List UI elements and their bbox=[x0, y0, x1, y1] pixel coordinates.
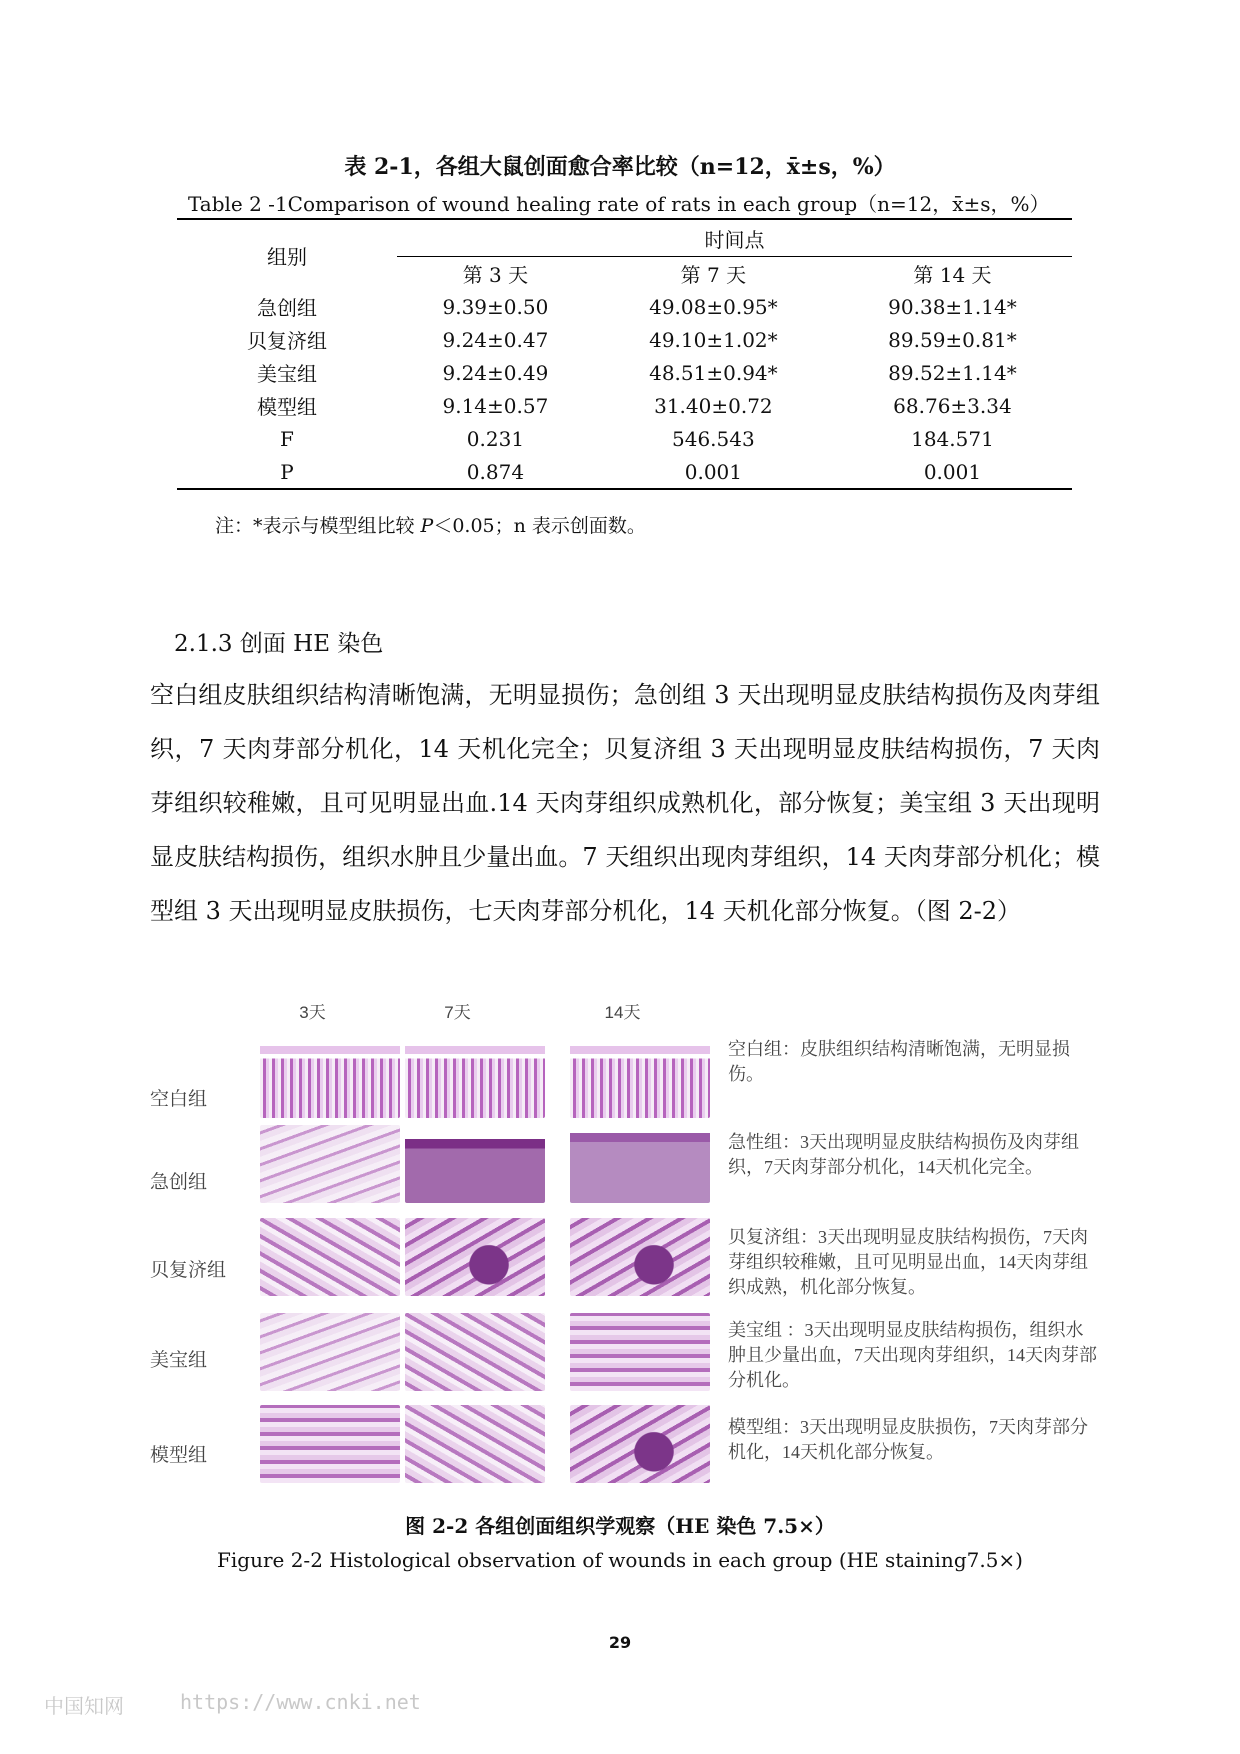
table-row bbox=[177, 323, 1072, 356]
table-caption-en: Table 2 -1Comparison of wound healing rate of rats in each group（n=12，x̄±s，%） bbox=[188, 192, 1050, 216]
row-label: 模型组 bbox=[257, 395, 317, 419]
table-cell: 89.59±0.81* bbox=[888, 327, 1017, 352]
histology-image bbox=[570, 1405, 710, 1483]
figure-row-label: 美宝组 bbox=[150, 1350, 208, 1371]
table-cell: 89.52±1.14* bbox=[888, 360, 1017, 385]
figure-row-label: 急创组 bbox=[150, 1172, 208, 1193]
figure-row-description: 贝复济组：3天出现明显皮肤结构损伤，7天肉芽组织较稚嫩，且可见明显出血，14天肉芽组织成熟，机化部分恢复。 bbox=[728, 1227, 1088, 1297]
histology-image bbox=[260, 1313, 400, 1391]
table-caption-cn: 表 2-1，各组大鼠创面愈合率比较（n=12，x̄±s，%） bbox=[344, 154, 896, 180]
column-header: 第 7 天 bbox=[680, 263, 747, 287]
histology-image bbox=[570, 1218, 710, 1296]
table-cell: 184.571 bbox=[911, 426, 994, 451]
note-text: ＜0.05；n 表示创面数。 bbox=[433, 515, 646, 537]
table-row bbox=[177, 290, 1072, 323]
figure-column-header: 7天 bbox=[444, 1003, 471, 1022]
figure-row-label: 模型组 bbox=[150, 1445, 208, 1466]
table-cell: 0.001 bbox=[833, 455, 1072, 489]
table-cell: 0.874 bbox=[397, 455, 594, 489]
table-row bbox=[177, 422, 1072, 455]
histology-image bbox=[405, 1125, 545, 1203]
results-table bbox=[177, 218, 1072, 490]
table-row bbox=[177, 455, 1072, 489]
figure-row-description: 模型组：3天出现明显皮肤损伤，7天肉芽部分机化，14天机化部分恢复。 bbox=[728, 1417, 1088, 1462]
table-cell: 9.39±0.50 bbox=[442, 294, 549, 319]
histology-image bbox=[260, 1218, 400, 1296]
table-cell: 9.24±0.49 bbox=[442, 360, 549, 385]
section-heading: 2.1.3 创面 HE 染色 bbox=[174, 631, 384, 657]
body-paragraph: 空白组皮肤组织结构清晰饱满，无明显损伤；急创组 3 天出现明显皮肤结构损伤及肉芽组织，7 天肉芽部分机化，14 天机化完全；贝复济组 3 天出现明显皮肤结构损伤，7 天肉芽组织较稚嫩，且可见明显出血.14 天肉芽组织成熟机化，部分恢复；美宝组 3 天出现明显皮肤结构损伤，组织水肿且少量出血。7 天组织出现肉芽组织，14 天肉芽部分机化；模型组 3 天出现明显皮肤损伤，七天肉芽部分机化，14 天机化部分恢复。（图 2-2） bbox=[150, 681, 1100, 925]
figure-column-header: 3天 bbox=[299, 1003, 326, 1022]
figure-caption-en: Figure 2-2 Histological observation of wounds in each group (HE staining7.5×) bbox=[217, 1548, 1023, 1572]
table-cell: 0.001 bbox=[594, 455, 833, 489]
column-header: 第 14 天 bbox=[913, 263, 992, 287]
table-cell: 90.38±1.14* bbox=[888, 294, 1017, 319]
table-cell: 9.24±0.47 bbox=[442, 327, 549, 352]
figure-row-label: 空白组 bbox=[150, 1089, 208, 1110]
table-cell: 49.08±0.95* bbox=[649, 294, 778, 319]
watermark-url: https://www.cnki.net bbox=[180, 1690, 421, 1714]
table-cell: 9.14±0.57 bbox=[442, 393, 549, 418]
group-header: 组别 bbox=[177, 219, 397, 290]
histology-image bbox=[405, 1405, 545, 1483]
table-cell: 49.10±1.02* bbox=[649, 327, 778, 352]
table-cell: 68.76±3.34 bbox=[893, 393, 1012, 418]
table-note bbox=[215, 511, 646, 538]
figure-caption-cn: 图 2-2 各组创面组织学观察（HE 染色 7.5×） bbox=[405, 1514, 835, 1538]
histology-image bbox=[570, 1040, 710, 1118]
histology-image bbox=[570, 1125, 710, 1203]
figure-row-description: 美宝组 ：3天出现明显皮肤结构损伤，组织水肿且少量出血，7天出现肉芽组织，14天肉芽部分机化。 bbox=[728, 1320, 1097, 1390]
row-label: P bbox=[177, 455, 397, 489]
row-label: 贝复济组 bbox=[247, 329, 327, 353]
figure-column-header: 14天 bbox=[604, 1003, 641, 1022]
table-cell: 48.51±0.94* bbox=[649, 360, 778, 385]
histology-image bbox=[260, 1405, 400, 1483]
figure-row-description: 空白组：皮肤组织结构清晰饱满，无明显损伤。 bbox=[728, 1039, 1070, 1084]
table-cell: 546.543 bbox=[672, 426, 755, 451]
histology-image bbox=[260, 1125, 400, 1203]
table-row bbox=[177, 389, 1072, 422]
time-header: 时间点 bbox=[397, 219, 1072, 257]
figure-row-label: 贝复济组 bbox=[150, 1260, 227, 1281]
histology-image bbox=[570, 1313, 710, 1391]
column-header: 第 3 天 bbox=[462, 263, 529, 287]
row-label: F bbox=[280, 426, 294, 451]
row-label: 急创组 bbox=[257, 296, 317, 320]
figure-row-description: 急性组：3天出现明显皮肤结构损伤及肉芽组织，7天肉芽部分机化，14天机化完全。 bbox=[728, 1132, 1079, 1177]
note-p-symbol: P bbox=[420, 515, 434, 537]
note-text: 注：*表示与模型组比较 bbox=[215, 515, 421, 537]
histology-image bbox=[405, 1040, 545, 1118]
row-label: 美宝组 bbox=[257, 362, 317, 386]
histology-image bbox=[260, 1040, 400, 1118]
histology-image bbox=[405, 1313, 545, 1391]
watermark-logo-text: 中国知网 bbox=[44, 1694, 124, 1718]
page-number: 29 bbox=[608, 1633, 632, 1652]
histology-image bbox=[405, 1218, 545, 1296]
table-row bbox=[177, 356, 1072, 389]
table-cell: 31.40±0.72 bbox=[654, 393, 773, 418]
table-cell: 0.231 bbox=[466, 426, 525, 451]
